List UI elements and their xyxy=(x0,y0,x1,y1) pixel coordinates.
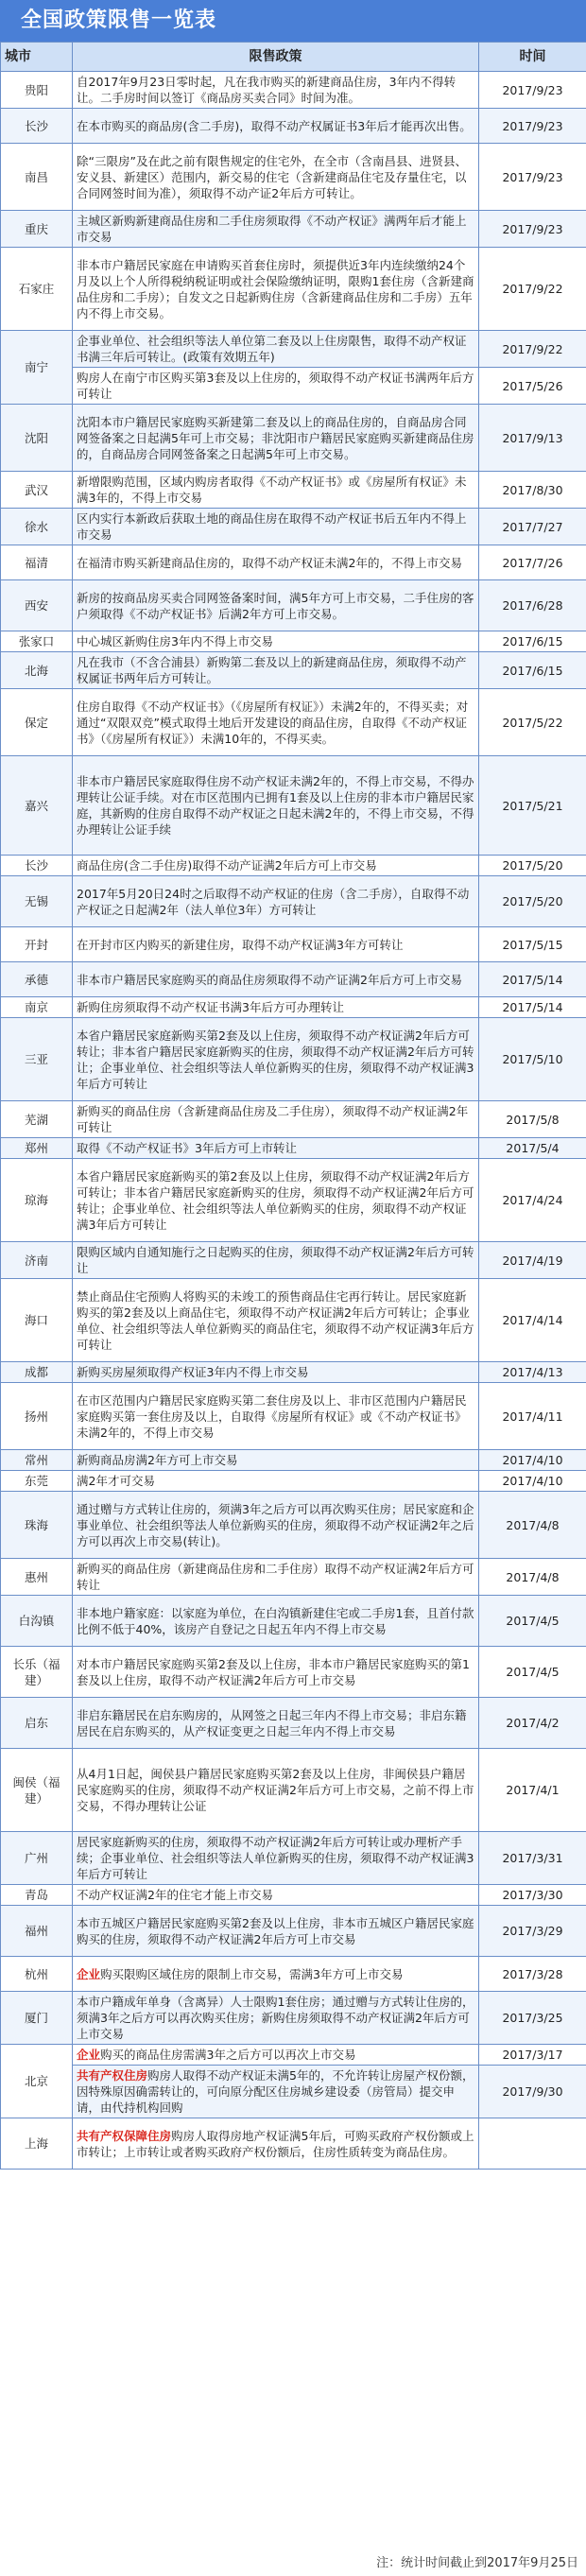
cell-date: 2017/3/28 xyxy=(479,1957,586,1992)
cell-city: 徐水 xyxy=(1,509,73,545)
cell-date: 2017/3/29 xyxy=(479,1906,586,1957)
cell-city: 东莞 xyxy=(1,1471,73,1492)
cell-date: 2017/3/17 xyxy=(479,2045,586,2066)
table-row xyxy=(1,1471,586,1492)
cell-date: 2017/4/14 xyxy=(479,1279,586,1362)
cell-date: 2017/5/15 xyxy=(479,927,586,962)
cell-policy: 购房人在南宁市区购买第3套及以上住房的，须取得不动产权证书满两年后方可转让 xyxy=(73,368,479,405)
cell-date: 2017/5/8 xyxy=(479,1101,586,1138)
cell-policy: 本市五城区户籍居民家庭购买第2套及以上住房，非本市五城区户籍居民家庭购买的住房，须取得不动产权证满2年后方可上市交易 xyxy=(73,1906,479,1957)
cell-date: 2017/9/23 xyxy=(479,72,586,109)
cell-date: 2017/4/10 xyxy=(479,1471,586,1492)
table-row xyxy=(1,1906,586,1957)
cell-date: 2017/3/30 xyxy=(479,1885,586,1906)
cell-city: 开封 xyxy=(1,927,73,962)
table-row xyxy=(1,1992,586,2045)
cell-policy: 沈阳本市户籍居民家庭购买新建第二套及以上的商品住房的，自商品房合同网签备案之日起满5年可上市交易；非沈阳市户籍居民家庭购买新建商品住房的，自商品房合同网签备案之日起满5年可上市交易。 xyxy=(73,405,479,472)
cell-date: 2017/5/4 xyxy=(479,1138,586,1159)
cell-city: 福州 xyxy=(1,1906,73,1957)
table-row xyxy=(1,72,586,109)
cell-date: 2017/5/20 xyxy=(479,856,586,876)
cell-city: 芜湖 xyxy=(1,1101,73,1138)
cell-date: 2017/9/13 xyxy=(479,405,586,472)
cell-policy: 居民家庭新购买的住房，须取得不动产权证满2年后方可转让或办理析产手续；企事业单位、社会组织等法人单位新购买的住房，须取得不动产权证满3年后方可转让 xyxy=(73,1832,479,1885)
cell-date: 2017/9/22 xyxy=(479,331,586,368)
cell-date: 2017/4/19 xyxy=(479,1242,586,1279)
cell-city: 海口 xyxy=(1,1279,73,1362)
cell-date: 2017/5/14 xyxy=(479,997,586,1018)
cell-policy: 凡在我市（不含合浦县）新购第二套及以上的新建商品住房，须取得不动产权属证书两年后方可转让。 xyxy=(73,652,479,689)
policy-text: 购房人取得不动产权证未满5年的，不允许转让房屋产权份额，因特殊原因确需转让的，可向原分配区住房城乡建设委（房管局）提交申请，由代持机构回购 xyxy=(77,2068,474,2115)
cell-policy: 除“三限房”及在此之前有限售规定的住宅外，在全市（含南昌县、进贤县、安义县、新建区）范围内，新交易的住宅（含新建商品住宅及存量住宅，以合同网签时间为准），须取得不动产证2年后方可转让。 xyxy=(73,144,479,211)
cell-city: 广州 xyxy=(1,1832,73,1885)
table-row xyxy=(1,1647,586,1698)
cell-city: 常州 xyxy=(1,1450,73,1471)
cell-date: 2017/4/2 xyxy=(479,1698,586,1749)
cell-policy: 非启东籍居民在启东购房的，从网签之日起三年内不得上市交易；非启东籍居民在启东购买的，从产权证变更之日起三年内不得上市交易 xyxy=(73,1698,479,1749)
cell-policy: 对本市户籍居民家庭购买第2套及以上住房，非本市户籍居民家庭购买的第1套及以上住房，取得不动产权证满2年后方可上市交易 xyxy=(73,1647,479,1698)
policy-text: 购买的商品住房需满3年之后方可以再次上市交易 xyxy=(100,2048,356,2062)
cell-city: 南京 xyxy=(1,997,73,1018)
cell-date: 2017/9/22 xyxy=(479,248,586,331)
table-row xyxy=(1,2066,586,2118)
cell-city: 启东 xyxy=(1,1698,73,1749)
table-row xyxy=(1,144,586,211)
table-row xyxy=(1,211,586,248)
cell-date: 2017/6/15 xyxy=(479,652,586,689)
cell-policy: 住房自取得《不动产权证书》（《房屋所有权证》）未满2年的，不得买卖；对通过“双限双竞”模式取得土地后开发建设的商品住房，自取得《不动产权证书》（《房屋所有权证》）未满10年的，不得买卖。 xyxy=(73,689,479,756)
header-city: 城市 xyxy=(1,43,73,72)
table-row xyxy=(1,331,586,368)
cell-policy: 在市区范围内户籍居民家庭购买第二套住房及以上、非市区范围内户籍居民家庭购买第一套住房及以上，自取得《房屋所有权证》或《不动产权证书》未满2年的，不得上市交易 xyxy=(73,1383,479,1450)
table-row xyxy=(1,1018,586,1101)
table-row xyxy=(1,1957,586,1992)
cell-city: 白沟镇 xyxy=(1,1596,73,1647)
cell-date: 2017/9/23 xyxy=(479,211,586,248)
header-date: 时间 xyxy=(479,43,586,72)
cell-policy: 在开封市区内购买的新建住房，取得不动产权证满3年方可转让 xyxy=(73,927,479,962)
table-row xyxy=(1,927,586,962)
table-row xyxy=(1,472,586,509)
cell-city: 武汉 xyxy=(1,472,73,509)
highlight-text: 共有产权保障住房 xyxy=(77,2128,172,2143)
cell-city: 三亚 xyxy=(1,1018,73,1101)
table-row xyxy=(1,1383,586,1450)
cell-date: 2017/5/10 xyxy=(479,1018,586,1101)
cell-policy xyxy=(73,1957,479,1992)
cell-date: 2017/4/13 xyxy=(479,1362,586,1383)
cell-policy: 2017年5月20日24时之后取得不动产权证的住房（含二手房），自取得不动产权证之日起满2年（法人单位3年）方可转让 xyxy=(73,876,479,927)
cell-policy xyxy=(73,2045,479,2066)
cell-policy: 非本地户籍家庭：以家庭为单位，在白沟镇新建住宅或二手房1套，且首付款比例不低于40%，该房产自登记之日起五年内不得上市交易 xyxy=(73,1596,479,1647)
cell-policy: 非本市户籍居民家庭在申请购买首套住房时，须提供近3年内连续缴纳24个月及以上个人所得税纳税证明或社会保险缴纳证明，限购1套住房（含新建商品住房和二手房）；自发文之日起新购住房（含新建商品住房和二手房）五年内不得上市交易。 xyxy=(73,248,479,331)
table-row xyxy=(1,652,586,689)
header-policy: 限售政策 xyxy=(73,43,479,72)
cell-date: 2017/4/5 xyxy=(479,1596,586,1647)
cell-city: 西安 xyxy=(1,580,73,631)
cell-policy: 非本市户籍居民家庭购买的商品住房须取得不动产证满2年后方可上市交易 xyxy=(73,962,479,997)
cell-policy: 本市户籍成年单身（含离异）人士限购1套住房；通过赠与方式转让住房的，须满3年之后方可以再次购买住房；新购住房须取得不动产权证满2年后方可上市交易 xyxy=(73,1992,479,2045)
table-row xyxy=(1,545,586,580)
cell-policy: 非本市户籍居民家庭取得住房不动产权证未满2年的，不得上市交易，不得办理转让公证手续。对在市区范围内已拥有1套及以上住房的非本市户籍居民家庭，其新购的住房自取得不动产权证之日起未满2年的，不得上市交易，不得办理转让公证手续 xyxy=(73,756,479,856)
cell-policy: 取得《不动产权证书》3年后方可上市转让 xyxy=(73,1138,479,1159)
table-row xyxy=(1,2045,586,2066)
table-row xyxy=(1,756,586,856)
cell-policy: 禁止商品住宅预购人将购买的未竣工的预售商品住宅再行转让。居民家庭新购买的第2套及以上商品住宅，须取得不动产权证满2年后方可转让；企事业单位、社会组织等法人单位新购买的商品住宅，须取得不动产权证满3年后方可转让 xyxy=(73,1279,479,1362)
table-row xyxy=(1,2118,586,2170)
cell-city: 济南 xyxy=(1,1242,73,1279)
cell-city: 扬州 xyxy=(1,1383,73,1450)
cell-city: 闽侯（福建） xyxy=(1,1749,73,1832)
cell-policy: 通过赠与方式转让住房的，须满3年之后方可以再次购买住房；居民家庭和企事业单位、社会组织等法人单位新购买的住房，须取得不动产权证满2年之后方可以再次上市交易(转让)。 xyxy=(73,1492,479,1559)
cell-policy: 从4月1日起，闽侯县户籍居民家庭购买第2套及以上住房，非闽侯县户籍居民家庭购买的住房，须取得不动产权证满2年后方可上市交易，之前不得上市交易，不得办理转让公证 xyxy=(73,1749,479,1832)
table-row xyxy=(1,689,586,756)
cell-policy: 中心城区新购住房3年内不得上市交易 xyxy=(73,631,479,652)
cell-date: 2017/8/30 xyxy=(479,472,586,509)
cell-city: 保定 xyxy=(1,689,73,756)
cell-city: 厦门 xyxy=(1,1992,73,2045)
cell-policy: 主城区新购新建商品住房和二手住房须取得《不动产权证》满两年后才能上市交易 xyxy=(73,211,479,248)
cell-date: 2017/5/14 xyxy=(479,962,586,997)
table-row xyxy=(1,509,586,545)
cell-policy: 新购商品房满2年方可上市交易 xyxy=(73,1450,479,1471)
cell-city: 上海 xyxy=(1,2118,73,2170)
table-row xyxy=(1,1138,586,1159)
table-row xyxy=(1,1279,586,1362)
cell-date: 2017/4/24 xyxy=(479,1159,586,1242)
cell-city: 长沙 xyxy=(1,856,73,876)
cell-city: 南昌 xyxy=(1,144,73,211)
highlight-text: 共有产权住房 xyxy=(77,2068,148,2083)
table-row xyxy=(1,580,586,631)
cell-city: 珠海 xyxy=(1,1492,73,1559)
policy-text: 购买限购区域住房的限制上市交易，需满3年方可上市交易 xyxy=(100,1966,404,1981)
table-row xyxy=(1,1749,586,1832)
cell-date: 2017/4/11 xyxy=(479,1383,586,1450)
cell-policy: 不动产权证满2年的住宅才能上市交易 xyxy=(73,1885,479,1906)
table-row xyxy=(1,1698,586,1749)
table-row xyxy=(1,1362,586,1383)
table-row xyxy=(1,109,586,144)
table-row xyxy=(1,856,586,876)
cell-date: 2017/3/31 xyxy=(479,1832,586,1885)
cell-policy xyxy=(73,2066,479,2118)
table-row xyxy=(1,1885,586,1906)
table-row xyxy=(1,962,586,997)
policy-text: 购房人取得房地产权证满5年后，可购买政府产权份额或上市转让；上市转让或者购买政府产权份额后，住房性质转变为商品住房。 xyxy=(77,2128,474,2159)
cell-date: 2017/4/8 xyxy=(479,1559,586,1596)
cell-date: 2017/7/26 xyxy=(479,545,586,580)
cell-policy: 满2年才可交易 xyxy=(73,1471,479,1492)
table-body xyxy=(1,72,586,2170)
cell-policy: 区内实行本新政后获取土地的商品住房在取得不动产权证书后五年内不得上市交易 xyxy=(73,509,479,545)
cell-city: 北京 xyxy=(1,2045,73,2118)
table-row xyxy=(1,1159,586,1242)
table-row xyxy=(1,1242,586,1279)
cell-city: 重庆 xyxy=(1,211,73,248)
cell-city: 惠州 xyxy=(1,1559,73,1596)
table-row xyxy=(1,368,586,405)
cell-city: 长沙 xyxy=(1,109,73,144)
policy-table xyxy=(0,42,586,2170)
cell-city: 青岛 xyxy=(1,1885,73,1906)
cell-date: 2017/4/1 xyxy=(479,1749,586,1832)
cell-policy: 本省户籍居民家庭新购买的第2套及以上住房，须取得不动产权证满2年后方可转让；非本省户籍居民家庭新购买的住房，须取得不动产权证满2年后方可转让；企事业单位、社会组织等法人单位新购买的住房，须取得不动产权证满3年后方可转让 xyxy=(73,1159,479,1242)
cell-date: 2017/9/23 xyxy=(479,144,586,211)
cell-policy: 限购区域内自通知施行之日起购买的住房，须取得不动产权证满2年后方可转让 xyxy=(73,1242,479,1279)
cell-policy: 在福清市购买新建商品住房的，取得不动产权证未满2年的，不得上市交易 xyxy=(73,545,479,580)
cell-date: 2017/6/28 xyxy=(479,580,586,631)
cell-city: 沈阳 xyxy=(1,405,73,472)
cell-city: 琼海 xyxy=(1,1159,73,1242)
cell-city: 嘉兴 xyxy=(1,756,73,856)
cell-policy: 商品住房(含二手住房)取得不动产证满2年后方可上市交易 xyxy=(73,856,479,876)
cell-date: 2017/5/26 xyxy=(479,368,586,405)
table-row xyxy=(1,1492,586,1559)
footnote: 注：统计时间截止到2017年9月25日 xyxy=(376,2556,578,2570)
table-row xyxy=(1,876,586,927)
cell-policy: 新增限购范围，区域内购房者取得《不动产权证书》或《房屋所有权证》未满3年的，不得上市交易 xyxy=(73,472,479,509)
cell-policy: 新购买的商品住房（含新建商品住房及二手住房），须取得不动产权证满2年可转让 xyxy=(73,1101,479,1138)
cell-city: 郑州 xyxy=(1,1138,73,1159)
cell-date: 2017/9/23 xyxy=(479,109,586,144)
cell-city: 南宁 xyxy=(1,331,73,405)
cell-city: 杭州 xyxy=(1,1957,73,1992)
table-row xyxy=(1,1596,586,1647)
cell-date: 2017/4/5 xyxy=(479,1647,586,1698)
cell-date: 2017/7/27 xyxy=(479,509,586,545)
cell-date: 2017/3/25 xyxy=(479,1992,586,2045)
cell-policy: 在本市购买的商品房(含二手房)，取得不动产权属证书3年后才能再次出售。 xyxy=(73,109,479,144)
cell-date: 2017/4/10 xyxy=(479,1450,586,1471)
cell-city: 承德 xyxy=(1,962,73,997)
cell-policy: 企事业单位、社会组织等法人单位第二套及以上住房限售，取得不动产权证书满三年后可转让。(政策有效期五年) xyxy=(73,331,479,368)
cell-policy: 新购买的商品住房（新建商品住房和二手住房）取得不动产权证满2年后方可转让 xyxy=(73,1559,479,1596)
page-title: 全国政策限售一览表 xyxy=(0,0,586,42)
cell-city: 长乐（福建） xyxy=(1,1647,73,1698)
table-row xyxy=(1,1450,586,1471)
cell-policy: 本省户籍居民家庭新购买第2套及以上住房，须取得不动产权证满2年后方可转让；非本省户籍居民家庭新购买的住房，须取得不动产权证满2年后方可转让；企事业单位、社会组织等法人单位新购买的住房，须取得不动产权证满3年后方可转让 xyxy=(73,1018,479,1101)
cell-city: 石家庄 xyxy=(1,248,73,331)
highlight-text: 企业 xyxy=(77,1966,101,1981)
cell-policy xyxy=(73,2118,479,2170)
cell-city: 张家口 xyxy=(1,631,73,652)
cell-policy: 新购买房屋须取得产权证3年内不得上市交易 xyxy=(73,1362,479,1383)
cell-city: 无锡 xyxy=(1,876,73,927)
table-header-row xyxy=(1,43,586,72)
cell-date: 2017/5/21 xyxy=(479,756,586,856)
table-row xyxy=(1,631,586,652)
cell-policy: 自2017年9月23日零时起，凡在我市购买的新建商品住房，3年内不得转让。二手房时间以签订《商品房买卖合同》时间为准。 xyxy=(73,72,479,109)
cell-policy: 新购住房须取得不动产权证书满3年后方可办理转让 xyxy=(73,997,479,1018)
table-row xyxy=(1,997,586,1018)
table-row xyxy=(1,405,586,472)
highlight-text: 企业 xyxy=(77,2048,101,2062)
cell-city: 成都 xyxy=(1,1362,73,1383)
table-row xyxy=(1,1101,586,1138)
cell-date: 2017/9/30 xyxy=(479,2066,586,2118)
cell-date xyxy=(479,2118,586,2170)
cell-policy: 新房的按商品房买卖合同网签备案时间，满5年方可上市交易，二手住房的客户须取得《不动产权证书》后满2年方可上市交易。 xyxy=(73,580,479,631)
cell-city: 北海 xyxy=(1,652,73,689)
table-row xyxy=(1,1832,586,1885)
cell-city: 贵阳 xyxy=(1,72,73,109)
cell-date: 2017/6/15 xyxy=(479,631,586,652)
table-row xyxy=(1,1559,586,1596)
table-row xyxy=(1,248,586,331)
cell-date: 2017/5/20 xyxy=(479,876,586,927)
cell-city: 福清 xyxy=(1,545,73,580)
cell-date: 2017/4/8 xyxy=(479,1492,586,1559)
cell-date: 2017/5/22 xyxy=(479,689,586,756)
